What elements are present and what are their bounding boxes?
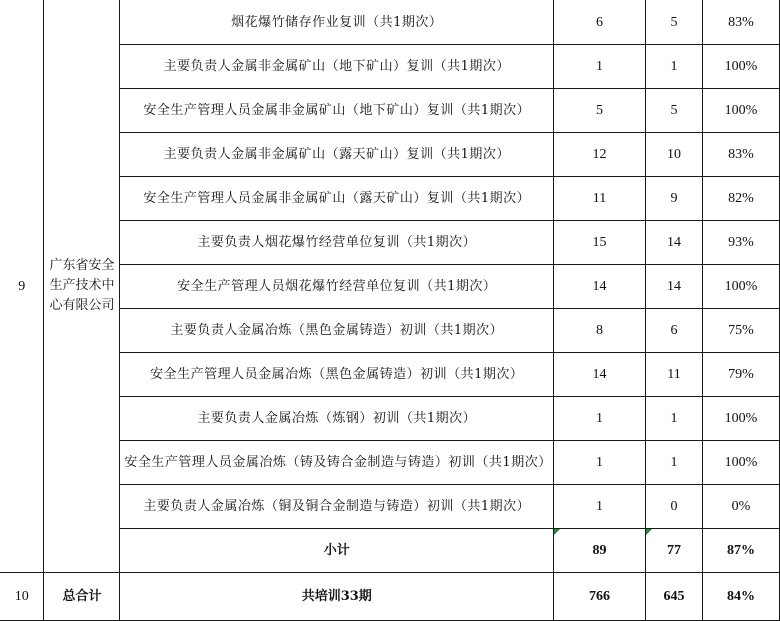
passed-count: 14	[646, 221, 703, 265]
enrolled-count: 1	[554, 45, 646, 89]
pass-rate: 0%	[702, 485, 779, 529]
pass-rate: 75%	[702, 309, 779, 353]
pass-rate: 79%	[702, 353, 779, 397]
passed-count: 11	[646, 353, 703, 397]
enrolled-count: 1	[554, 397, 646, 441]
course-name: 主要负责人金属冶炼（炼钢）初训（共1期次）	[120, 397, 554, 441]
enrolled-count: 11	[554, 177, 646, 221]
pass-rate: 93%	[702, 221, 779, 265]
enrolled-count: 5	[554, 89, 646, 133]
passed-count: 1	[646, 397, 703, 441]
enrolled-count: 14	[554, 353, 646, 397]
passed-count: 10	[646, 133, 703, 177]
pass-rate: 83%	[702, 133, 779, 177]
passed-count: 9	[646, 177, 703, 221]
total-pass-rate: 84%	[702, 573, 779, 621]
course-name: 主要负责人金属冶炼（铜及铜合金制造与铸造）初训（共1期次）	[120, 485, 554, 529]
enrolled-count: 1	[554, 441, 646, 485]
enrolled-count: 6	[554, 0, 646, 45]
course-name: 安全生产管理人员金属冶炼（铸及铸合金制造与铸造）初训（共1期次）	[120, 441, 554, 485]
pass-rate: 83%	[702, 0, 779, 45]
course-name: 安全生产管理人员金属非金属矿山（地下矿山）复训（共1期次）	[120, 89, 554, 133]
total-description: 共培训33期	[120, 573, 554, 621]
pass-rate: 100%	[702, 45, 779, 89]
total-label: 总合计	[44, 573, 120, 621]
enrolled-count: 15	[554, 221, 646, 265]
enrolled-count: 12	[554, 133, 646, 177]
total-enrolled: 766	[554, 573, 646, 621]
total-passed: 645	[646, 573, 703, 621]
passed-count: 1	[646, 441, 703, 485]
pass-rate: 100%	[702, 89, 779, 133]
passed-count: 0	[646, 485, 703, 529]
subtotal-label: 小计	[120, 529, 554, 573]
enrolled-count: 14	[554, 265, 646, 309]
subtotal-pass-rate: 87%	[702, 529, 779, 573]
enrolled-count: 1	[554, 485, 646, 529]
subtotal-enrolled: 89	[554, 529, 646, 573]
row-index-10: 10	[0, 573, 44, 621]
org-name: 广东省安全生产技术中心有限公司	[44, 0, 120, 573]
passed-count: 14	[646, 265, 703, 309]
course-name: 安全生产管理人员金属非金属矿山（露天矿山）复训（共1期次）	[120, 177, 554, 221]
row-index-9: 9	[0, 0, 44, 573]
course-name: 烟花爆竹储存作业复训（共1期次）	[120, 0, 554, 45]
course-name: 安全生产管理人员烟花爆竹经营单位复训（共1期次）	[120, 265, 554, 309]
enrolled-count: 8	[554, 309, 646, 353]
subtotal-passed: 77	[646, 529, 703, 573]
total-row	[0, 573, 780, 621]
passed-count: 5	[646, 89, 703, 133]
passed-count: 1	[646, 45, 703, 89]
table-row	[0, 0, 780, 45]
pass-rate: 100%	[702, 397, 779, 441]
course-name: 主要负责人金属非金属矿山（地下矿山）复训（共1期次）	[120, 45, 554, 89]
course-name: 主要负责人金属非金属矿山（露天矿山）复训（共1期次）	[120, 133, 554, 177]
course-name: 主要负责人烟花爆竹经营单位复训（共1期次）	[120, 221, 554, 265]
course-name: 主要负责人金属冶炼（黑色金属铸造）初训（共1期次）	[120, 309, 554, 353]
pass-rate: 100%	[702, 265, 779, 309]
passed-count: 5	[646, 0, 703, 45]
pass-rate: 82%	[702, 177, 779, 221]
course-name: 安全生产管理人员金属冶炼（黑色金属铸造）初训（共1期次）	[120, 353, 554, 397]
passed-count: 6	[646, 309, 703, 353]
pass-rate: 100%	[702, 441, 779, 485]
